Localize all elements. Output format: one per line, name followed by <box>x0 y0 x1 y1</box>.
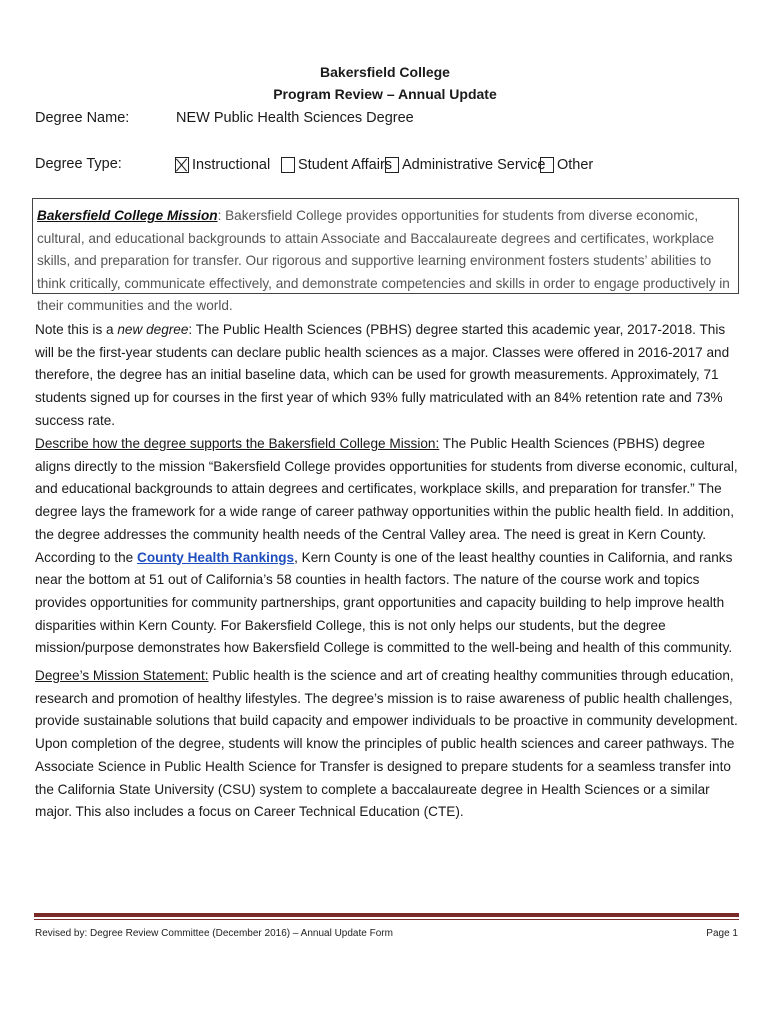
mission-support-text: The Public Health Sciences (PBHS) degree aligns directly to the mission “Bakersfield College provides opportunities for students from diverse economic, cultural, and educational backgrounds to attain degrees and certificates, workplace skills, and preparation for transfer.” The degree lays the framework for a wide range of career pathway opportunities within the public health field. In addition, the degree addresses the community health needs of the Central Valley area. The need is great in Kern County. According to the <box>35 436 738 565</box>
mission-label: Bakersfield College Mission <box>37 208 218 223</box>
footer-divider-thin <box>34 919 739 920</box>
mission-support-heading: Describe how the degree supports the Bakersfield College Mission: <box>35 436 440 451</box>
mission-support-text-continued: , Kern County is one of the least healthy counties in California, and ranks near the bottom at 51 out of California’s 58 counties in health factors. The nature of the course work and topics provides opportunities for community partnerships, grant opportunities and capacity building to help improve health disparities within Kern County. For Bakersfield College, this is not only helps our students, but the degree mission/purpose demonstrates how Bakersfield College is committed to the well-being and health of this community. <box>35 549 733 656</box>
checkbox-unchecked-icon[interactable] <box>385 157 399 173</box>
degree-name-value: NEW Public Health Sciences Degree <box>176 110 414 126</box>
document-subtitle: Program Review – Annual Update <box>273 86 497 102</box>
note-prefix: Note this is a <box>35 322 118 337</box>
note-text: : The Public Health Sciences (PBHS) degree started this academic year, 2017-2018. This will be the first-year students can declare public health sciences as a major. Classes were offered in 2016-2017 and therefore, the degree has an initial baseline data, which can be used for growth measurements. Approximately, 71 students signed up for courses in the first year of which 93% fully matriculated with an 84% retention rate and 73% success rate. <box>35 322 730 428</box>
footer-revised-note: Revised by: Degree Review Committee (December 2016) – Annual Update Form <box>35 928 393 939</box>
checkbox-unchecked-icon[interactable] <box>281 157 295 173</box>
page-number: Page 1 <box>706 928 738 939</box>
checkbox-other[interactable] <box>540 155 593 175</box>
mission-text: : Bakersfield College provides opportunities for students from diverse economic, cultural, and educational backgrounds to attain Associate and Baccalaureate degrees and certificates, workplace skills, and preparation for transfer. Our rigorous and supportive learning environment fosters students’ abilities to think critically, communicate effectively, and demonstrate competencies and skills in order to engage productively in their communities and the world. <box>37 208 730 313</box>
mission-support-paragraph <box>35 433 739 660</box>
degree-mission-text: Public health is the science and art of creating healthy communities through education, research and promotion of healthy lifestyles. The degree’s mission is to raise awareness of public health challenges, provide sustainable solutions that build capacity and empower individuals to be proactive in community development. Upon completion of the degree, students will know the principles of public health sciences and career pathways. The Associate Science in Public Health Science for Transfer is designed to prepare students for a seamless transfer into the California State University (CSU) system to complete a baccalaureate degree in Health Sciences or a similar major. This also includes a focus on Career Technical Education (CTE). <box>35 668 738 820</box>
checkbox-checked-icon[interactable] <box>175 157 189 173</box>
checkbox-label: Student Affairs <box>298 157 393 173</box>
degree-type-label: Degree Type: <box>35 156 122 172</box>
checkbox-label: Instructional <box>192 157 271 173</box>
degree-mission-paragraph <box>35 665 739 824</box>
college-mission-box <box>32 198 739 313</box>
checkbox-unchecked-icon[interactable] <box>540 157 554 173</box>
checkbox-label: Other <box>557 157 594 173</box>
checkbox-student-affairs[interactable] <box>281 155 392 175</box>
new-degree-note <box>35 319 739 433</box>
checkbox-instructional[interactable] <box>175 155 270 175</box>
note-emphasis: new degree <box>117 322 189 337</box>
checkbox-label: Administrative Service <box>402 157 546 173</box>
college-title: Bakersfield College <box>320 64 450 80</box>
county-health-rankings-link[interactable]: County Health Rankings <box>137 549 295 565</box>
checkbox-administrative-service[interactable] <box>385 155 545 175</box>
degree-name-label: Degree Name: <box>35 110 130 126</box>
degree-mission-heading: Degree’s Mission Statement: <box>35 668 209 683</box>
footer-divider <box>34 913 739 917</box>
